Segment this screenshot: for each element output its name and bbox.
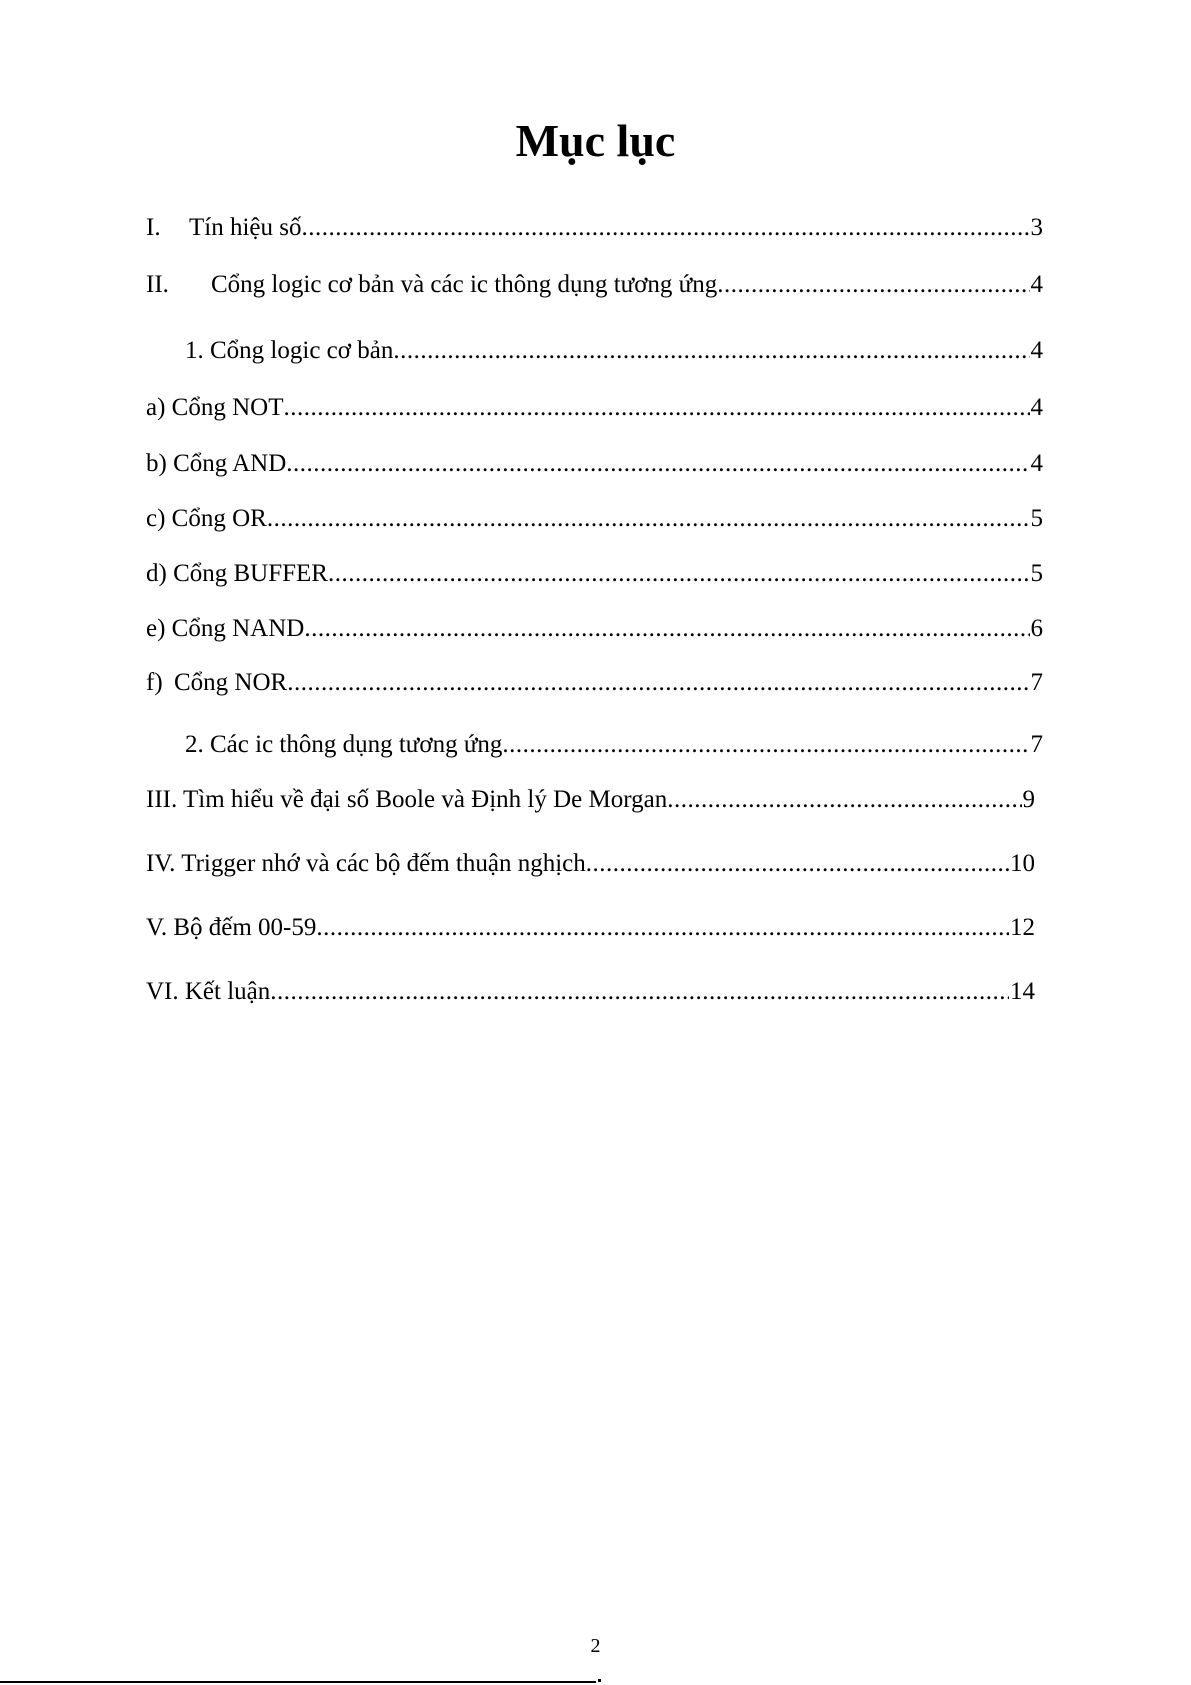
page-number: 2 [590, 1635, 601, 1657]
toc-entry-title: d) Cổng BUFFER [146, 560, 328, 587]
toc-entry-6[interactable] [146, 503, 1043, 535]
toc-entry-13[interactable] [146, 912, 1035, 944]
toc-entry-title: 2. Các ic thông dụng tương ứng [185, 731, 503, 758]
toc-entry-title: VI. Kết luận [146, 978, 271, 1005]
toc-entry-5[interactable] [146, 448, 1043, 480]
toc-dot-leader [393, 335, 1029, 367]
toc-entry-4[interactable] [146, 392, 1043, 424]
toc-dot-leader [717, 269, 1029, 301]
toc-entry-page: 5 [1030, 560, 1043, 587]
toc-entry-8[interactable] [146, 613, 1043, 645]
toc-entry-page: 12 [1010, 914, 1035, 941]
toc-entry-page: 4 [1030, 450, 1043, 477]
toc-dot-leader [302, 212, 1030, 244]
toc-dot-leader [267, 503, 1030, 535]
footer-rule-end-mark [598, 1679, 601, 1682]
toc-dot-leader [586, 848, 1009, 880]
toc-entry-page: 9 [1022, 786, 1035, 813]
toc-entry-1[interactable] [146, 212, 1043, 244]
toc-dot-leader [328, 558, 1030, 590]
toc-entry-page: 5 [1030, 505, 1043, 532]
toc-dot-leader [287, 667, 1029, 699]
toc-entry-10[interactable] [185, 729, 1043, 761]
toc-dot-leader [283, 392, 1029, 424]
toc-entry-number: I. [146, 214, 161, 241]
toc-dot-leader [502, 729, 1029, 761]
toc-entry-page: 10 [1010, 850, 1035, 877]
toc-entry-title: e) Cổng NAND [146, 615, 305, 642]
toc-entry-title: IV. Trigger nhớ và các bộ đếm thuận nghịch [146, 850, 586, 877]
toc-entry-title: a) Cổng NOT [146, 394, 284, 421]
toc-entry-page: 14 [1010, 978, 1035, 1005]
toc-entry-12[interactable] [146, 848, 1035, 880]
toc-entry-page: 4 [1030, 271, 1043, 298]
toc-entry-title: 1. Cổng logic cơ bản [185, 337, 394, 364]
toc-dot-leader [667, 784, 1021, 816]
toc-entry-title: Tín hiệu số [189, 214, 302, 241]
toc-entry-title: Cổng logic cơ bản và các ic thông dụng tương ứng [211, 271, 718, 298]
toc-entry-page: 4 [1030, 394, 1043, 421]
toc-entry-title: b) Cổng AND [146, 450, 287, 477]
toc-entry-page: 7 [1030, 669, 1043, 696]
toc-entry-number: f) [146, 669, 163, 696]
toc-entry-14[interactable] [146, 976, 1035, 1008]
page-title: Mục lục [515, 115, 676, 166]
toc-entry-page: 6 [1030, 615, 1043, 642]
toc-entry-title: Cổng NOR [174, 669, 288, 696]
toc-dot-leader [270, 976, 1009, 1008]
toc-entry-number: II. [146, 271, 169, 298]
toc-entry-title: c) Cổng OR [146, 505, 267, 532]
toc-entry-title: V. Bộ đếm 00-59 [146, 914, 317, 941]
toc-entry-page: 7 [1030, 731, 1043, 758]
toc-entry-7[interactable] [146, 558, 1043, 590]
toc-entry-page: 4 [1030, 337, 1043, 364]
toc-entry-11[interactable] [146, 784, 1035, 816]
footer-rule [0, 1681, 596, 1683]
toc-dot-leader [286, 448, 1029, 480]
toc-entry-page: 3 [1030, 214, 1043, 241]
toc-dot-leader [304, 613, 1029, 645]
toc-entry-2[interactable] [146, 269, 1043, 301]
toc-entry-3[interactable] [185, 335, 1043, 367]
toc-entry-9[interactable] [146, 667, 1043, 699]
toc-entry-title: III. Tìm hiểu về đại số Boole và Định lý De Morgan [146, 786, 668, 813]
toc-dot-leader [316, 912, 1009, 944]
